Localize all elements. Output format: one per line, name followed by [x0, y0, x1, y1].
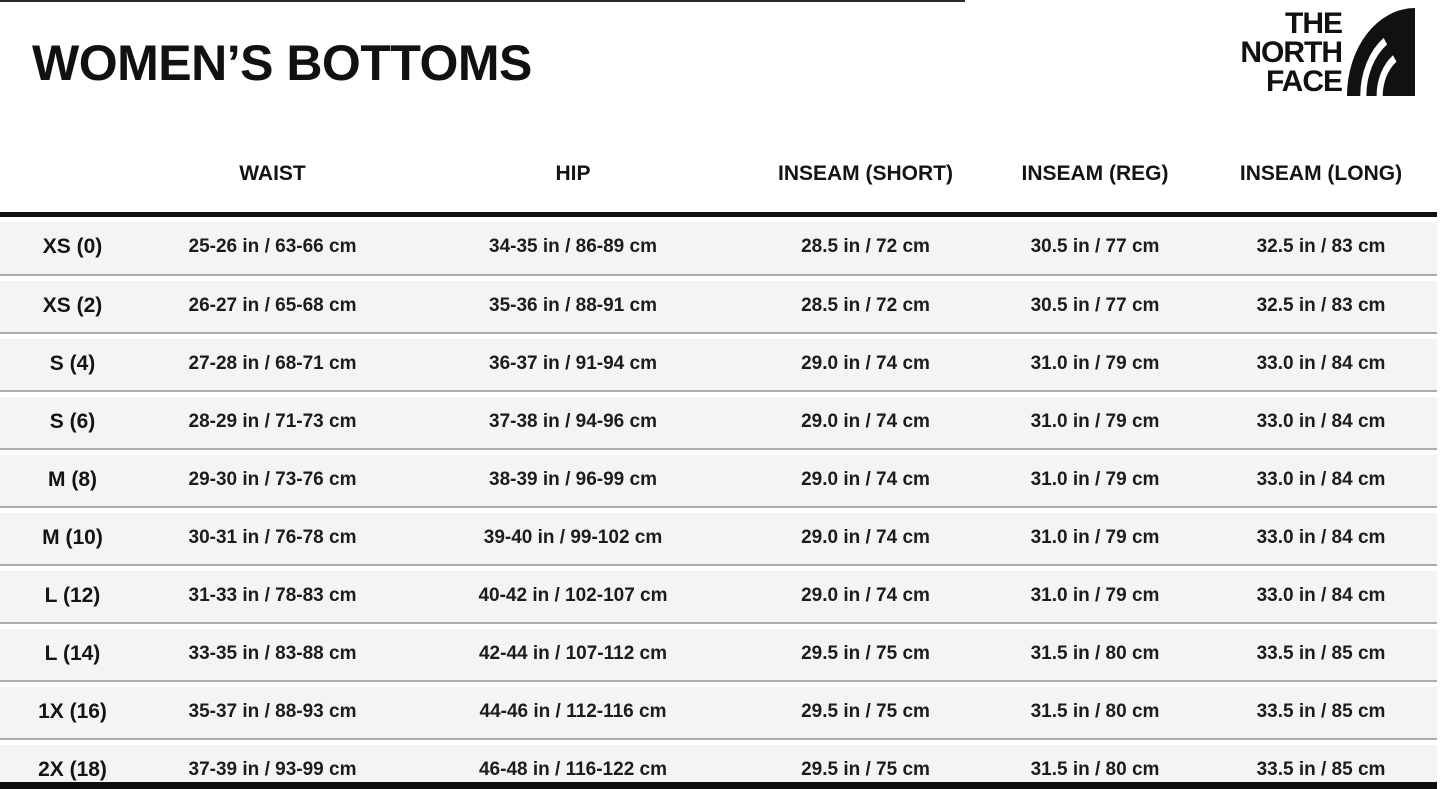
cell-hip: 39-40 in / 99-102 cm	[483, 526, 663, 548]
table-row	[0, 332, 1437, 390]
cell-hip: 42-44 in / 107-112 cm	[478, 642, 667, 664]
cell-size: M (10)	[42, 525, 103, 549]
table-row	[0, 390, 1437, 448]
cell-size: L (12)	[44, 583, 101, 607]
cell-waist: 28-29 in / 71-73 cm	[188, 410, 357, 432]
cell-waist: 35-37 in / 88-93 cm	[188, 700, 357, 722]
cell-inseam-long: 32.5 in / 83 cm	[1256, 294, 1386, 316]
cell-waist: 37-39 in / 93-99 cm	[188, 758, 357, 780]
cell-size: 1X (16)	[38, 699, 107, 723]
cell-inseam-short: 29.0 in / 74 cm	[801, 526, 930, 548]
cell-inseam-reg: 31.0 in / 79 cm	[1030, 526, 1160, 548]
cell-inseam-reg: 31.0 in / 79 cm	[1030, 584, 1160, 606]
cell-hip: 34-35 in / 86-89 cm	[489, 236, 657, 257]
cell-inseam-reg: 30.5 in / 77 cm	[1030, 294, 1160, 316]
cell-inseam-short: 29.5 in / 75 cm	[801, 642, 930, 664]
cell-inseam-short: 29.5 in / 75 cm	[801, 700, 930, 722]
cell-hip: 35-36 in / 88-91 cm	[489, 294, 657, 316]
cell-inseam-short: 28.5 in / 72 cm	[801, 236, 930, 257]
cell-hip: 37-38 in / 94-96 cm	[489, 410, 657, 432]
page-header	[0, 0, 1445, 112]
table-header-row	[0, 112, 1437, 217]
cell-inseam-short: 29.0 in / 74 cm	[801, 468, 930, 490]
table-row	[0, 274, 1437, 332]
table-row	[0, 217, 1437, 274]
table-row	[0, 448, 1437, 506]
cell-waist: 31-33 in / 78-83 cm	[188, 584, 357, 606]
cell-inseam-long: 33.5 in / 85 cm	[1256, 700, 1386, 722]
table-row	[0, 680, 1437, 738]
cell-inseam-reg: 31.0 in / 79 cm	[1030, 352, 1160, 374]
cell-inseam-short: 29.5 in / 75 cm	[801, 758, 930, 780]
cell-inseam-long: 33.0 in / 84 cm	[1256, 410, 1386, 432]
cell-inseam-long: 33.5 in / 85 cm	[1256, 758, 1386, 780]
cell-inseam-long: 32.5 in / 83 cm	[1256, 236, 1386, 257]
cell-waist: 25-26 in / 63-66 cm	[188, 236, 357, 257]
cell-inseam-long: 33.0 in / 84 cm	[1256, 352, 1386, 374]
table-row	[0, 622, 1437, 680]
cell-inseam-short: 29.0 in / 74 cm	[801, 584, 930, 606]
logo-line-the: THE	[1285, 7, 1342, 40]
logo-line-north: NORTH	[1240, 36, 1342, 69]
cell-waist: 29-30 in / 73-76 cm	[188, 468, 357, 490]
column-header-hip: HIP	[555, 162, 591, 185]
table-row	[0, 564, 1437, 622]
cell-waist: 26-27 in / 65-68 cm	[188, 294, 357, 316]
logo-wordmark	[1240, 9, 1342, 96]
cell-hip: 46-48 in / 116-122 cm	[478, 758, 667, 780]
cell-waist: 33-35 in / 83-88 cm	[188, 642, 357, 664]
cell-size: L (14)	[44, 641, 101, 665]
cell-inseam-long: 33.0 in / 84 cm	[1256, 468, 1386, 490]
the-north-face-logo	[1240, 8, 1415, 96]
cell-inseam-short: 29.0 in / 74 cm	[801, 410, 930, 432]
cell-size: XS (0)	[42, 235, 103, 258]
column-header-inseam-short: INSEAM (SHORT)	[778, 162, 953, 185]
page-title: WOMEN’S BOTTOMS	[32, 35, 532, 91]
cell-inseam-reg: 31.0 in / 79 cm	[1030, 468, 1160, 490]
bottom-border-rule	[0, 782, 1437, 789]
cell-waist: 27-28 in / 68-71 cm	[188, 352, 357, 374]
cell-inseam-long: 33.5 in / 85 cm	[1256, 642, 1386, 664]
cell-inseam-long: 33.0 in / 84 cm	[1256, 526, 1386, 548]
cell-inseam-reg: 30.5 in / 77 cm	[1030, 236, 1160, 257]
cell-inseam-short: 29.0 in / 74 cm	[801, 352, 930, 374]
cell-size: S (4)	[49, 351, 96, 375]
top-border-line	[0, 0, 965, 2]
cell-size: 2X (18)	[38, 757, 107, 781]
column-header-waist: WAIST	[239, 162, 306, 185]
logo-line-face: FACE	[1265, 65, 1342, 98]
cell-hip: 36-37 in / 91-94 cm	[489, 352, 657, 374]
cell-size: M (8)	[48, 467, 97, 491]
cell-inseam-long: 33.0 in / 84 cm	[1256, 584, 1386, 606]
cell-inseam-reg: 31.5 in / 80 cm	[1030, 700, 1160, 722]
cell-hip: 38-39 in / 96-99 cm	[489, 468, 657, 490]
half-dome-icon	[1347, 8, 1415, 96]
cell-inseam-reg: 31.5 in / 80 cm	[1030, 642, 1160, 664]
size-chart	[0, 112, 1437, 789]
cell-inseam-short: 28.5 in / 72 cm	[801, 294, 930, 316]
cell-hip: 40-42 in / 102-107 cm	[478, 584, 668, 606]
cell-hip: 44-46 in / 112-116 cm	[479, 700, 667, 722]
column-header-inseam-reg: INSEAM (REG)	[1021, 162, 1169, 185]
cell-waist: 30-31 in / 76-78 cm	[188, 526, 357, 548]
cell-inseam-reg: 31.5 in / 80 cm	[1030, 758, 1160, 780]
table-row	[0, 506, 1437, 564]
cell-inseam-reg: 31.0 in / 79 cm	[1030, 410, 1160, 432]
cell-size: XS (2)	[42, 293, 103, 317]
column-header-inseam-long: INSEAM (LONG)	[1239, 162, 1403, 185]
cell-size: S (6)	[49, 409, 96, 433]
